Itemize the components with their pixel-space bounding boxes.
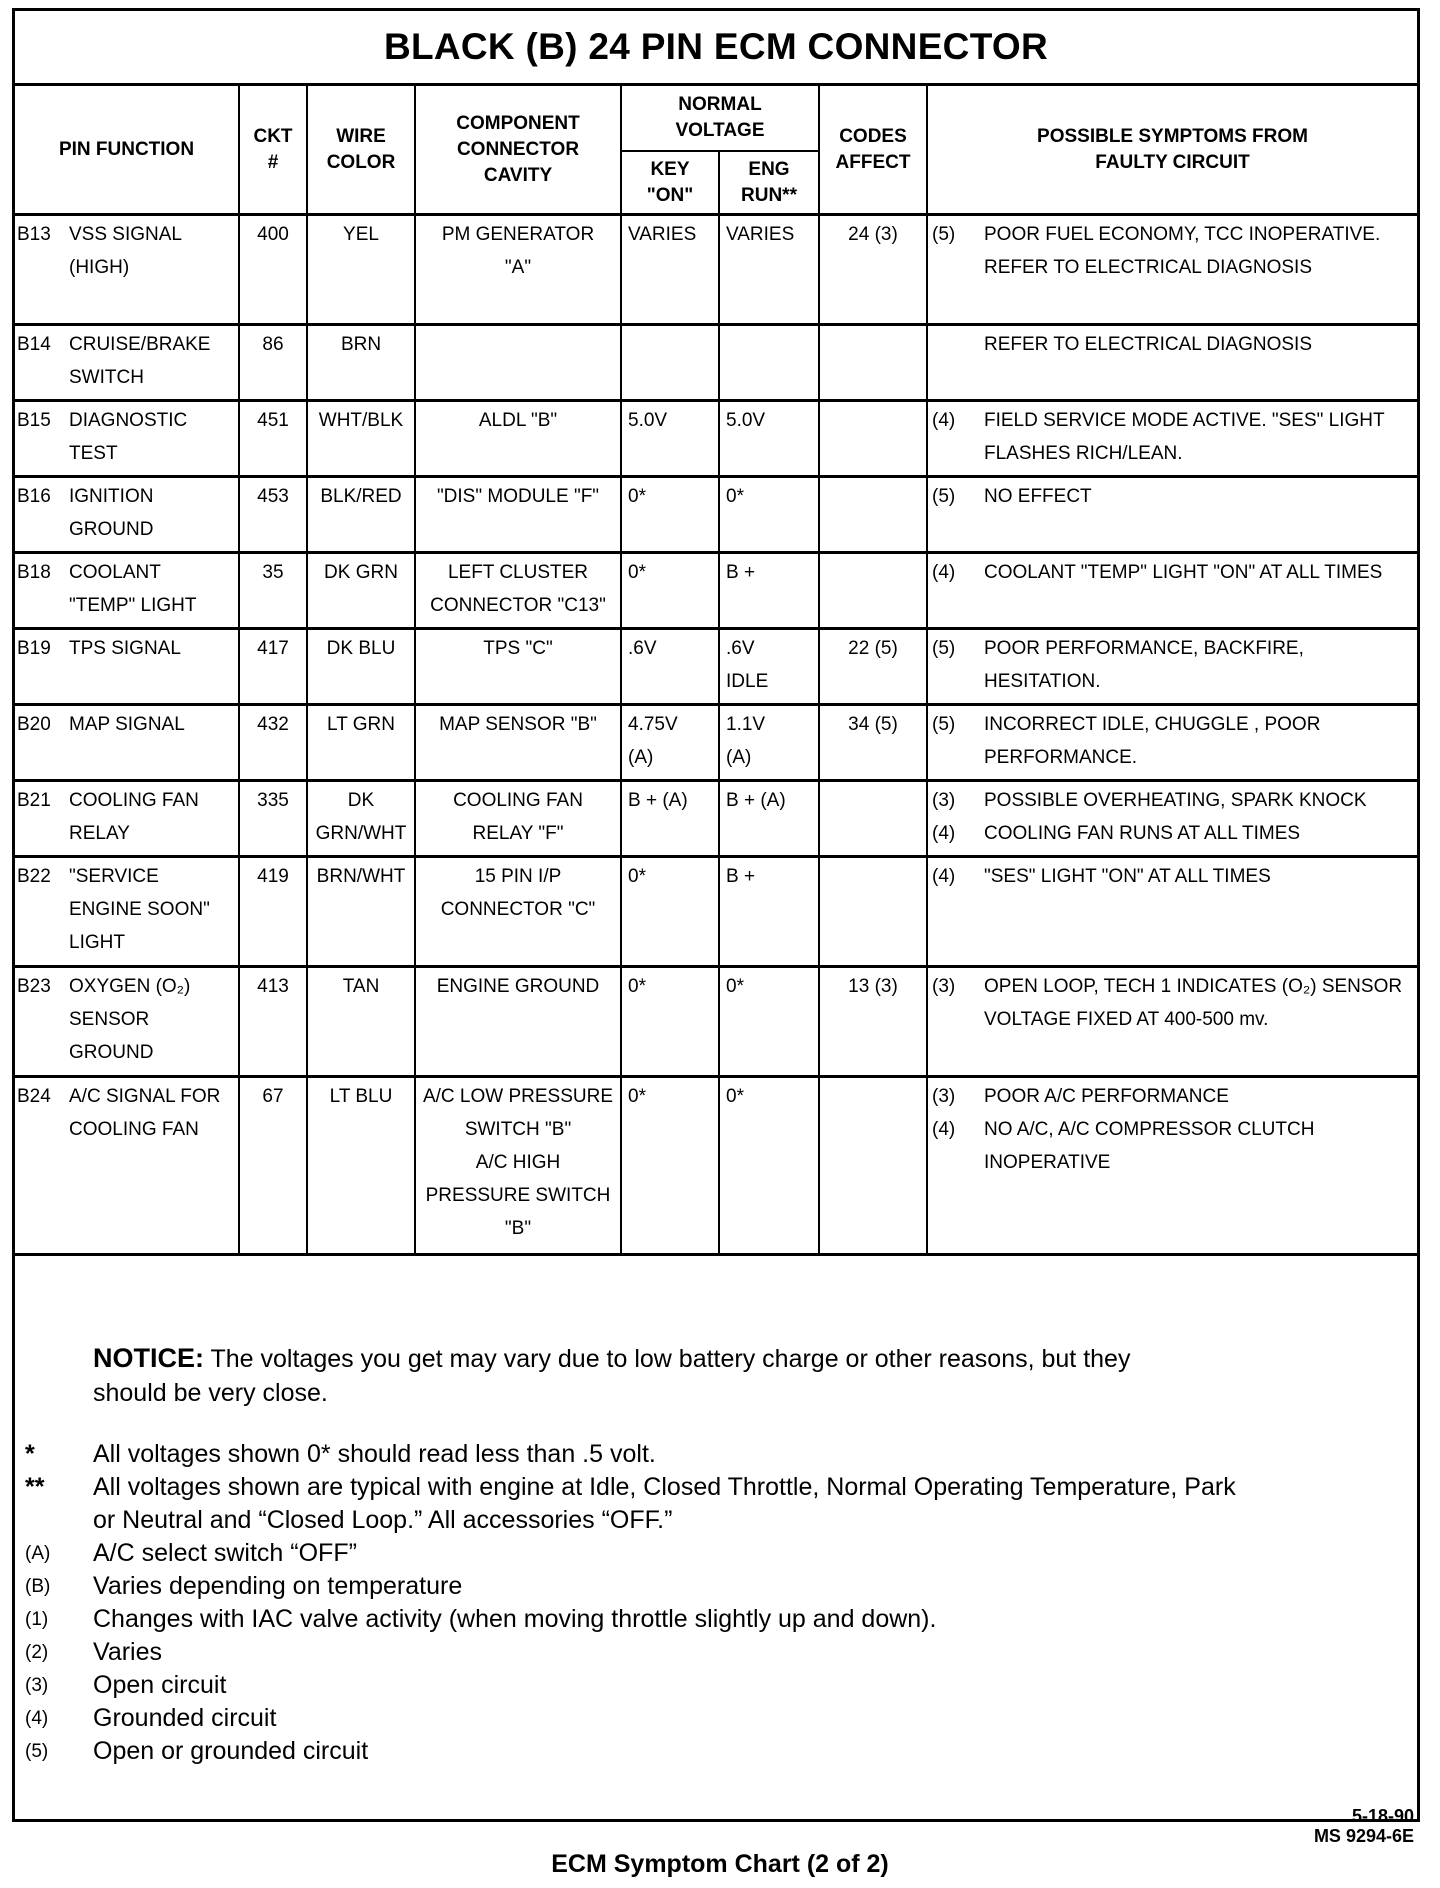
wire-color: YEL <box>307 215 415 325</box>
footnote <box>15 1438 1417 1471</box>
voltage-eng-run: 0* <box>719 1077 819 1255</box>
codes-affect: 13 (3) <box>819 967 927 1077</box>
voltage-eng-run: B + <box>719 857 819 967</box>
header-normal-voltage: NORMAL VOLTAGE <box>621 86 819 151</box>
symptom-line <box>928 970 1417 1036</box>
symptom-line <box>928 708 1417 774</box>
footnote-mark: (A) <box>25 1543 51 1564</box>
header-key-on: KEY "ON" <box>621 151 719 215</box>
header-codes-affect: CODES AFFECT <box>819 86 927 215</box>
voltage-key-on: 0* <box>621 477 719 553</box>
voltage-key-on: 0* <box>621 857 719 967</box>
codes-affect <box>819 477 927 553</box>
footnote <box>15 1570 1417 1603</box>
codes-affect: 22 (5) <box>819 629 927 705</box>
symptoms-cell <box>927 215 1417 325</box>
component-cavity <box>415 325 621 401</box>
voltage-key-on: 4.75V (A) <box>621 705 719 781</box>
table-row <box>15 705 1417 781</box>
footnote-text: Changes with IAC valve activity (when moving throttle slightly up and down). <box>93 1605 937 1633</box>
voltage-eng-run: 0* <box>719 967 819 1077</box>
pin-function: DIAGNOSTIC TEST <box>69 410 188 464</box>
symptom-line <box>928 556 1417 589</box>
footnote-text: Varies <box>93 1638 163 1666</box>
pin-id: B16 <box>17 486 51 507</box>
voltage-eng-run <box>719 325 819 401</box>
symptom-text: FIELD SERVICE MODE ACTIVE. "SES" LIGHT FLASHES RICH/LEAN. <box>984 410 1385 464</box>
voltage-key-on: .6V <box>621 629 719 705</box>
component-cavity: MAP SENSOR "B" <box>415 705 621 781</box>
symptom-line <box>928 784 1417 817</box>
header-eng-run: ENG RUN** <box>719 151 819 215</box>
symptom-line <box>928 480 1417 513</box>
ckt-number: 453 <box>239 477 307 553</box>
footnote-mark: ** <box>25 1473 45 1501</box>
symptom-code: (3) <box>932 1086 956 1107</box>
symptom-text: POOR A/C PERFORMANCE <box>984 1086 1229 1107</box>
symptom-text: POOR PERFORMANCE, BACKFIRE, HESITATION. <box>984 638 1304 692</box>
codes-affect <box>819 553 927 629</box>
symptom-code <box>928 328 984 361</box>
voltage-key-on: B + (A) <box>621 781 719 857</box>
footnote-text: A/C select switch “OFF” <box>93 1539 357 1567</box>
table-row <box>15 401 1417 477</box>
chart-caption: ECM Symptom Chart (2 of 2) <box>551 1850 889 1878</box>
connector-table <box>15 86 1417 1256</box>
symptoms-cell <box>927 325 1417 401</box>
document-id <box>1314 1806 1414 1846</box>
symptom-line <box>928 1080 1417 1113</box>
symptom-text: "SES" LIGHT "ON" AT ALL TIMES <box>984 866 1271 887</box>
symptom-code: (4) <box>932 866 956 887</box>
document-number: MS 9294-6E <box>1313 1826 1414 1846</box>
voltage-eng-run: 0* <box>719 477 819 553</box>
symptom-text: NO EFFECT <box>984 486 1092 507</box>
footnote-text: Open circuit <box>93 1671 227 1699</box>
codes-affect: 34 (5) <box>819 705 927 781</box>
footnote-mark: (B) <box>25 1576 51 1597</box>
ckt-number: 451 <box>239 401 307 477</box>
footnote-text: Varies depending on temperature <box>93 1572 463 1600</box>
symptoms-cell <box>927 705 1417 781</box>
pin-function: VSS SIGNAL (HIGH) <box>69 224 182 278</box>
codes-affect <box>819 781 927 857</box>
codes-affect <box>819 857 927 967</box>
symptom-code: (3) <box>932 976 956 997</box>
component-cavity: ENGINE GROUND <box>415 967 621 1077</box>
symptom-line <box>928 218 1417 284</box>
ckt-number: 400 <box>239 215 307 325</box>
symptom-code: (5) <box>932 714 956 735</box>
footnotes <box>15 1438 1417 1768</box>
footnote-mark: (3) <box>25 1675 49 1696</box>
ckt-number: 86 <box>239 325 307 401</box>
ckt-number: 35 <box>239 553 307 629</box>
symptom-line <box>928 328 1417 361</box>
footnote-mark: (1) <box>25 1609 49 1630</box>
ckt-number: 419 <box>239 857 307 967</box>
table-row <box>15 629 1417 705</box>
footnote-mark: (2) <box>25 1642 49 1663</box>
pin-id: B19 <box>17 638 51 659</box>
symptom-text: POOR FUEL ECONOMY, TCC INOPERATIVE. REFER TO ELECTRICAL DIAGNOSIS <box>984 224 1381 278</box>
pin-function: CRUISE/BRAKE SWITCH <box>69 334 211 388</box>
footnote <box>15 1669 1417 1702</box>
ckt-number: 417 <box>239 629 307 705</box>
symptom-text: OPEN LOOP, TECH 1 INDICATES (O₂) SENSOR VOLTAGE FIXED AT 400-500 mv. <box>984 976 1403 1030</box>
header-ckt: CKT # <box>239 86 307 215</box>
voltage-eng-run: B + (A) <box>719 781 819 857</box>
pin-function-cell <box>15 325 239 401</box>
pin-id: B18 <box>17 562 51 583</box>
voltage-key-on: 5.0V <box>621 401 719 477</box>
symptoms-cell <box>927 553 1417 629</box>
footnote-mark: (4) <box>25 1708 49 1729</box>
voltage-eng-run: .6V IDLE <box>719 629 819 705</box>
symptom-text: COOLANT "TEMP" LIGHT "ON" AT ALL TIMES <box>984 562 1383 583</box>
wire-color: DK BLU <box>307 629 415 705</box>
pin-function: TPS SIGNAL <box>69 638 181 659</box>
pin-function-cell <box>15 857 239 967</box>
pin-function: "SERVICE ENGINE SOON" LIGHT <box>69 866 210 953</box>
voltage-key-on: 0* <box>621 967 719 1077</box>
pin-id: B23 <box>17 976 51 997</box>
ckt-number: 432 <box>239 705 307 781</box>
symptom-code: (5) <box>932 638 956 659</box>
table-row <box>15 857 1417 967</box>
voltage-key-on: 0* <box>621 553 719 629</box>
pin-function-cell <box>15 967 239 1077</box>
table-row <box>15 553 1417 629</box>
symptom-code: (4) <box>932 562 956 583</box>
pin-id: B13 <box>17 224 51 245</box>
footnote-text: Grounded circuit <box>93 1704 277 1732</box>
codes-affect <box>819 1077 927 1255</box>
ckt-number: 67 <box>239 1077 307 1255</box>
symptom-code: (4) <box>932 1119 956 1140</box>
footnote-text: All voltages shown 0* should read less than .5 volt. <box>93 1440 656 1468</box>
symptoms-cell <box>927 857 1417 967</box>
voltage-eng-run: B + <box>719 553 819 629</box>
header-component-cavity: COMPONENT CONNECTOR CAVITY <box>415 86 621 215</box>
voltage-eng-run: 1.1V (A) <box>719 705 819 781</box>
codes-affect: 24 (3) <box>819 215 927 325</box>
component-cavity: A/C LOW PRESSURE SWITCH "B" A/C HIGH PRESSURE SWITCH "B" <box>415 1077 621 1255</box>
pin-function: COOLANT "TEMP" LIGHT <box>69 562 197 616</box>
symptom-code: (5) <box>932 486 956 507</box>
symptom-line <box>928 632 1417 698</box>
document-date: 5-18-90 <box>1351 1806 1414 1826</box>
voltage-eng-run: 5.0V <box>719 401 819 477</box>
header-symptoms: POSSIBLE SYMPTOMS FROM FAULTY CIRCUIT <box>927 86 1417 215</box>
wire-color: LT BLU <box>307 1077 415 1255</box>
footnote <box>15 1537 1417 1570</box>
pin-function-cell <box>15 781 239 857</box>
component-cavity: 15 PIN I/P CONNECTOR "C" <box>415 857 621 967</box>
pin-function-cell <box>15 477 239 553</box>
pin-id: B20 <box>17 714 51 735</box>
pin-function-cell <box>15 401 239 477</box>
notice <box>93 1341 1173 1410</box>
notice-text: The voltages you get may vary due to low battery charge or other reasons, but they should be very close. <box>93 1345 1131 1407</box>
component-cavity: PM GENERATOR "A" <box>415 215 621 325</box>
table-row <box>15 781 1417 857</box>
codes-affect <box>819 325 927 401</box>
symptom-code: (3) <box>932 790 956 811</box>
pin-id: B24 <box>17 1086 51 1107</box>
symptom-text: INCORRECT IDLE, CHUGGLE , POOR PERFORMANCE. <box>984 714 1321 768</box>
notes-section <box>15 1341 1417 1768</box>
symptom-line <box>928 860 1417 893</box>
wire-color: LT GRN <box>307 705 415 781</box>
pin-id: B15 <box>17 410 51 431</box>
wire-color: BLK/RED <box>307 477 415 553</box>
component-cavity: LEFT CLUSTER CONNECTOR "C13" <box>415 553 621 629</box>
wire-color: TAN <box>307 967 415 1077</box>
voltage-eng-run: VARIES <box>719 215 819 325</box>
table-row <box>15 1077 1417 1255</box>
footnote <box>15 1636 1417 1669</box>
symptoms-cell <box>927 629 1417 705</box>
component-cavity: TPS "C" <box>415 629 621 705</box>
footnote <box>15 1735 1417 1768</box>
table-row <box>15 325 1417 401</box>
symptom-text: NO A/C, A/C COMPRESSOR CLUTCH INOPERATIVE <box>984 1119 1315 1173</box>
symptom-line <box>928 404 1417 470</box>
symptoms-cell <box>927 477 1417 553</box>
footnote-text: Open or grounded circuit <box>93 1737 369 1765</box>
footnote-mark: * <box>25 1440 35 1468</box>
symptom-code: (4) <box>932 823 956 844</box>
footnote <box>15 1603 1417 1636</box>
wire-color: WHT/BLK <box>307 401 415 477</box>
pin-function: OXYGEN (O₂) SENSOR GROUND <box>69 976 191 1063</box>
pin-function-cell <box>15 1077 239 1255</box>
symptom-code: (4) <box>932 410 956 431</box>
symptoms-cell <box>927 1077 1417 1255</box>
symptom-text: POSSIBLE OVERHEATING, SPARK KNOCK <box>984 790 1367 811</box>
footnote-mark: (5) <box>25 1741 49 1762</box>
header-pin-function: PIN FUNCTION <box>15 86 239 215</box>
voltage-key-on: VARIES <box>621 215 719 325</box>
wire-color: DK GRN/WHT <box>307 781 415 857</box>
pin-function-cell <box>15 215 239 325</box>
footnote <box>15 1702 1417 1735</box>
pin-function: A/C SIGNAL FOR COOLING FAN <box>69 1086 221 1140</box>
pin-function-cell <box>15 705 239 781</box>
table-row <box>15 215 1417 325</box>
pin-id: B14 <box>17 334 51 355</box>
component-cavity: "DIS" MODULE "F" <box>415 477 621 553</box>
wire-color: BRN/WHT <box>307 857 415 967</box>
voltage-key-on: 0* <box>621 1077 719 1255</box>
footnote-text: All voltages shown are typical with engine at Idle, Closed Throttle, Normal Operating Temperature, Park or Neutral and “Closed Loop.” All accessories “OFF.” <box>93 1473 1236 1534</box>
symptom-line <box>928 817 1417 850</box>
pin-id: B21 <box>17 790 51 811</box>
pin-function: MAP SIGNAL <box>69 714 185 735</box>
header-wire-color: WIRE COLOR <box>307 86 415 215</box>
component-cavity: COOLING FAN RELAY "F" <box>415 781 621 857</box>
notice-heading: NOTICE: <box>93 1343 204 1373</box>
table-row <box>15 477 1417 553</box>
footnote <box>15 1471 1417 1537</box>
page-title: BLACK (B) 24 PIN ECM CONNECTOR <box>15 11 1417 86</box>
symptom-text: COOLING FAN RUNS AT ALL TIMES <box>984 823 1301 844</box>
table-row <box>15 967 1417 1077</box>
symptom-line <box>928 1113 1417 1179</box>
chart-sheet <box>12 8 1420 1822</box>
symptoms-cell <box>927 967 1417 1077</box>
ckt-number: 413 <box>239 967 307 1077</box>
codes-affect <box>819 401 927 477</box>
pin-function: COOLING FAN RELAY <box>69 790 199 844</box>
pin-function: IGNITION GROUND <box>69 486 154 540</box>
component-cavity: ALDL "B" <box>415 401 621 477</box>
symptoms-cell <box>927 781 1417 857</box>
voltage-key-on <box>621 325 719 401</box>
wire-color: BRN <box>307 325 415 401</box>
symptoms-cell <box>927 401 1417 477</box>
ckt-number: 335 <box>239 781 307 857</box>
pin-function-cell <box>15 553 239 629</box>
pin-id: B22 <box>17 866 51 887</box>
pin-function-cell <box>15 629 239 705</box>
symptom-code: (5) <box>932 224 956 245</box>
symptom-text: REFER TO ELECTRICAL DIAGNOSIS <box>984 334 1313 355</box>
wire-color: DK GRN <box>307 553 415 629</box>
